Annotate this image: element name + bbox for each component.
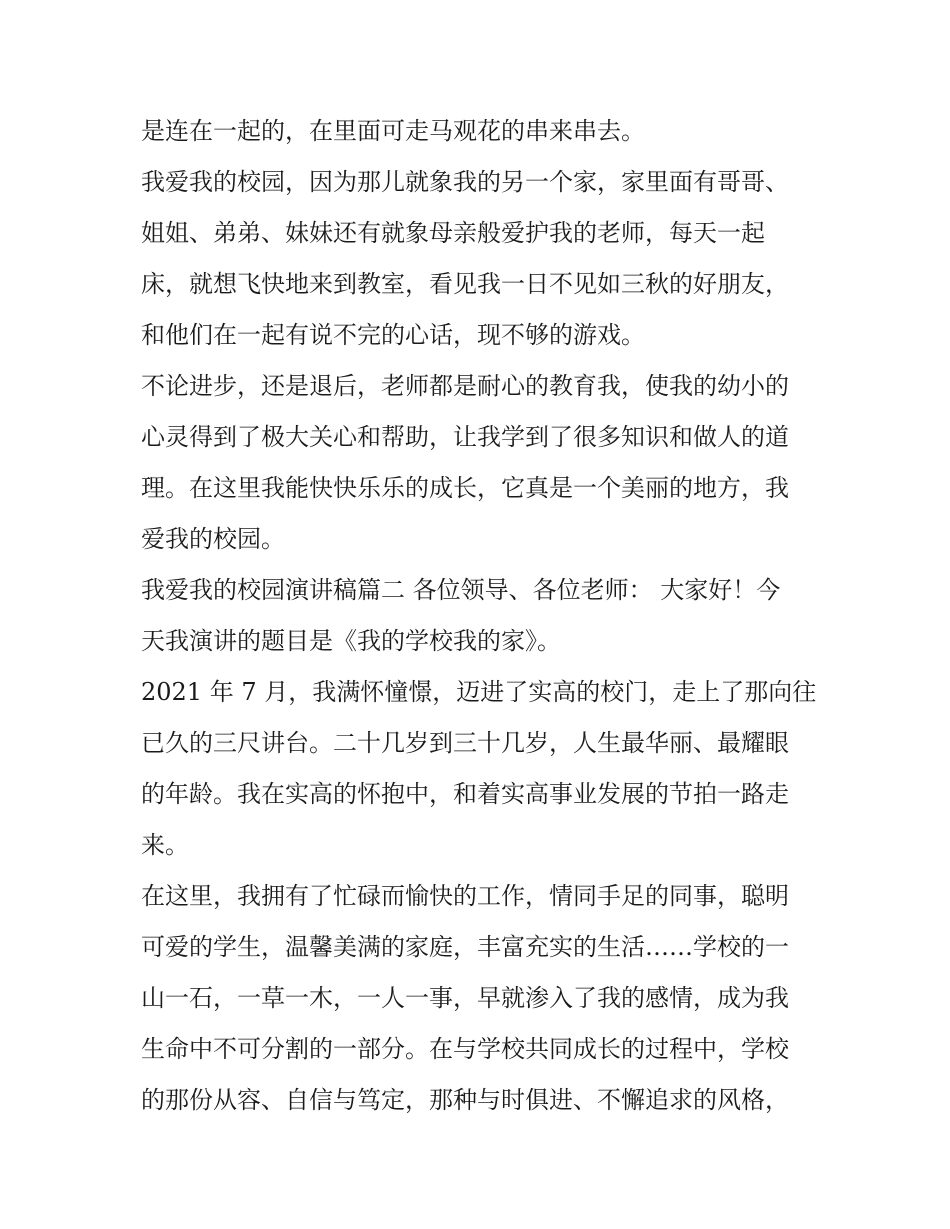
text-line: 姐姐、弟弟、妹妹还有就象母亲般爱护我的老师，每天一起 xyxy=(141,219,765,247)
text-line: 心灵得到了极大关心和帮助，让我学到了很多知识和做人的道 xyxy=(141,423,789,451)
text-line: 的那份从容、自信与笃定，那种与时俱进、不懈追求的风格， xyxy=(141,1086,789,1114)
text-line: 爱我的校园。 xyxy=(141,525,285,553)
text-line: 在这里，我拥有了忙碌而愉快的工作，情同手足的同事，聪明 xyxy=(141,882,789,910)
text-line: 来。 xyxy=(141,831,189,859)
text-line: 理。在这里我能快快乐乐的成长，它真是一个美丽的地方，我 xyxy=(141,474,789,502)
text-line: 和他们在一起有说不完的心话，现不够的游戏。 xyxy=(141,321,645,349)
text-line: 山一石，一草一木，一人一事，早就渗入了我的感情，成为我 xyxy=(141,984,789,1012)
text-line: 可爱的学生，温馨美满的家庭，丰富充实的生活……学校的一 xyxy=(141,933,789,961)
text-line: 的年龄。我在实高的怀抱中，和着实高事业发展的节拍一路走 xyxy=(141,780,789,808)
text-line: 我爱我的校园演讲稿篇二 各位领导、各位老师： 大家好！今 xyxy=(141,576,781,604)
text-line: 是连在一起的，在里面可走马观花的串来串去。 xyxy=(141,117,645,145)
text-line: 生命中不可分割的一部分。在与学校共同成长的过程中，学校 xyxy=(141,1035,789,1063)
text-line: 不论进步，还是退后，老师都是耐心的教育我，使我的幼小的 xyxy=(141,372,789,400)
text-line: 天我演讲的题目是《我的学校我的家》。 xyxy=(141,627,561,655)
text-line: 我爱我的校园，因为那儿就象我的另一个家，家里面有哥哥、 xyxy=(141,168,789,196)
text-line: 2021 年 7 月，我满怀憧憬，迈进了实高的校门，走上了那向往 xyxy=(141,678,817,706)
text-line: 床，就想飞快地来到教室，看见我一日不见如三秋的好朋友， xyxy=(141,270,789,298)
document-body xyxy=(141,106,821,1126)
text-line: 已久的三尺讲台。二十几岁到三十几岁，人生最华丽、最耀眼 xyxy=(141,729,789,757)
